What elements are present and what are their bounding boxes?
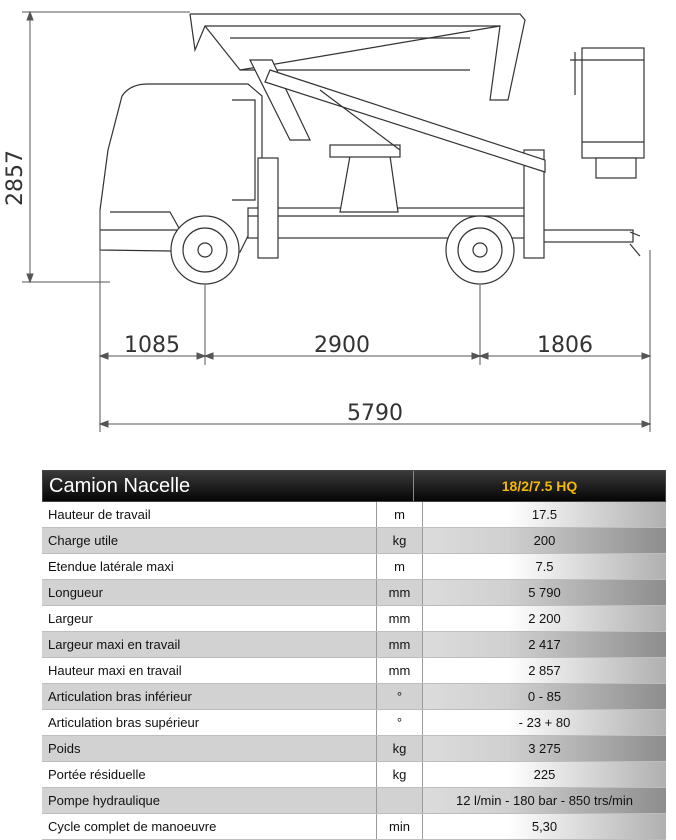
spec-label: Pompe hydraulique: [42, 788, 376, 813]
spec-label: Longueur: [42, 580, 376, 605]
spec-value: 200: [423, 528, 666, 553]
dim-wheelbase-label: 2900: [314, 333, 370, 358]
table-row: [42, 710, 666, 736]
spec-value: 2 200: [423, 606, 666, 631]
spec-value: 0 - 85: [423, 684, 666, 709]
spec-unit: °: [376, 684, 423, 709]
spec-label: Hauteur de travail: [42, 502, 376, 527]
spec-value: 5 790: [423, 580, 666, 605]
spec-label: Etendue latérale maxi: [42, 554, 376, 579]
spec-unit: °: [376, 710, 423, 735]
table-row: [42, 502, 666, 528]
table-row: [42, 658, 666, 684]
spec-label: Poids: [42, 736, 376, 761]
table-row: [42, 684, 666, 710]
spec-value: - 23 + 80: [423, 710, 666, 735]
spec-unit: min: [376, 814, 423, 839]
spec-unit: kg: [376, 762, 423, 787]
spec-table-title: Camion Nacelle: [49, 475, 191, 497]
table-row: [42, 788, 666, 814]
spec-value: 3 275: [423, 736, 666, 761]
spec-label: Largeur: [42, 606, 376, 631]
spec-unit: m: [376, 554, 423, 579]
spec-label: Articulation bras supérieur: [42, 710, 376, 735]
table-row: [42, 814, 666, 840]
dim-height-label: 2857: [3, 150, 28, 206]
spec-unit: kg: [376, 736, 423, 761]
truck-outline: [100, 14, 644, 284]
spec-table-model: 18/2/7.5 HQ: [413, 471, 665, 501]
spec-unit: [376, 788, 423, 813]
dim-front-overhang-label: 1085: [124, 333, 180, 358]
spec-label: Portée résiduelle: [42, 762, 376, 787]
spec-table-rows: [42, 502, 666, 840]
spec-value: 12 l/min - 180 bar - 850 trs/min: [423, 788, 666, 813]
table-row: [42, 762, 666, 788]
spec-table: [42, 470, 666, 840]
spec-unit: mm: [376, 580, 423, 605]
table-row: [42, 736, 666, 762]
dim-rear-overhang-label: 1806: [537, 333, 593, 358]
spec-unit: mm: [376, 632, 423, 657]
spec-unit: kg: [376, 528, 423, 553]
spec-label: Articulation bras inférieur: [42, 684, 376, 709]
spec-label: Charge utile: [42, 528, 376, 553]
table-row: [42, 606, 666, 632]
spec-unit: mm: [376, 606, 423, 631]
spec-table-header: [42, 470, 666, 502]
spec-label: Cycle complet de manoeuvre: [42, 814, 376, 839]
spec-unit: m: [376, 502, 423, 527]
spec-label: Largeur maxi en travail: [42, 632, 376, 657]
table-row: [42, 554, 666, 580]
table-row: [42, 632, 666, 658]
table-row: [42, 528, 666, 554]
spec-value: 5,30: [423, 814, 666, 839]
spec-value: 2 857: [423, 658, 666, 683]
spec-label: Hauteur maxi en travail: [42, 658, 376, 683]
table-row: [42, 580, 666, 606]
spec-value: 225: [423, 762, 666, 787]
spec-value: 7.5: [423, 554, 666, 579]
spec-value: 2 417: [423, 632, 666, 657]
dim-total-length-label: 5790: [347, 401, 403, 426]
spec-value: 17.5: [423, 502, 666, 527]
spec-unit: mm: [376, 658, 423, 683]
